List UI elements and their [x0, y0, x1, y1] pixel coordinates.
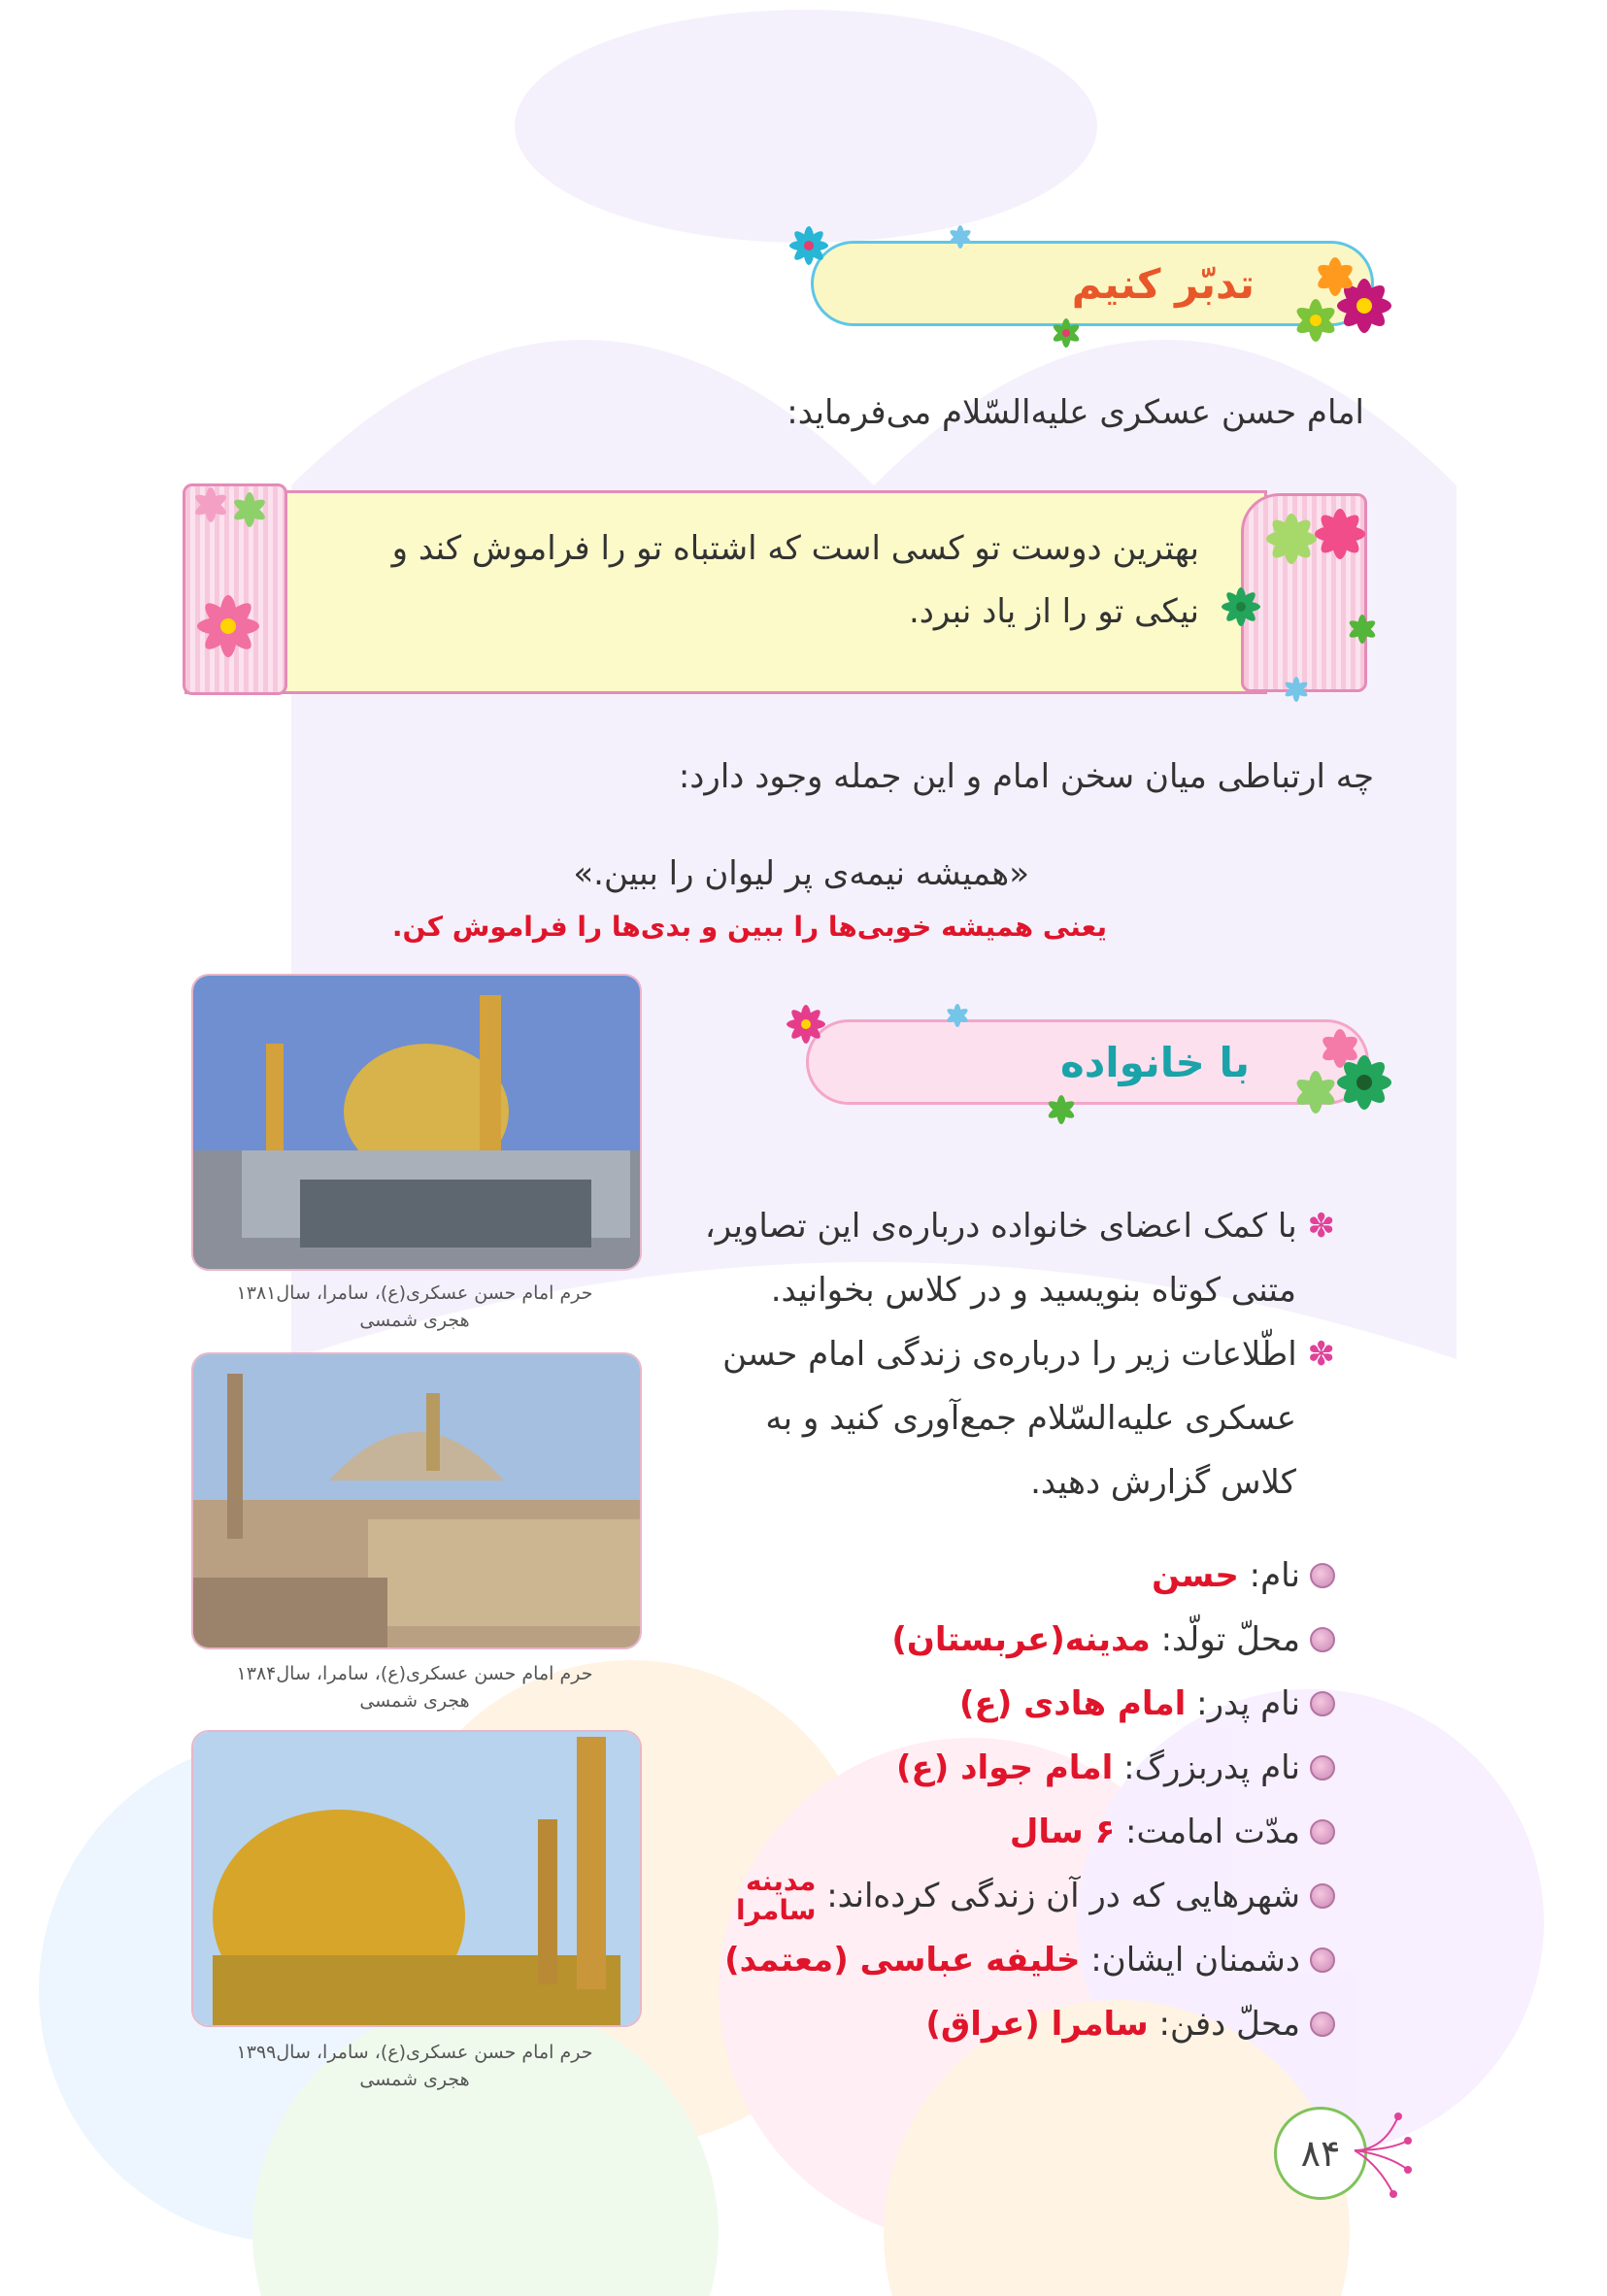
flower-icon	[1044, 1092, 1079, 1127]
flower-icon	[947, 223, 974, 250]
photo-caption-1: حرم امام حسن عسکری(ع)، سامرا، سال۱۳۸۱ هجری شمسی	[236, 1282, 593, 1331]
flower-icon	[1049, 316, 1084, 350]
bullet-dot-icon	[1310, 1691, 1335, 1716]
bullet-dot-icon	[1310, 1755, 1335, 1780]
bullet-dot-icon	[1310, 1563, 1335, 1588]
bullet-dot-icon	[1310, 1819, 1335, 1845]
shrine-photo-3	[191, 1730, 642, 2027]
facts-list	[724, 1544, 1335, 2056]
fact-row: مدّت امامت: ۶ سال	[724, 1800, 1335, 1864]
photo-caption-2: حرم امام حسن عسکری(ع)، سامرا، سال۱۳۸۴ هجری شمسی	[236, 1663, 593, 1712]
question-text: چه ارتباطی میان سخن امام و این جمله وجود دارد:	[678, 757, 1374, 796]
bullet-dot-icon	[1310, 1947, 1335, 1973]
flower-icon	[189, 587, 267, 665]
flower-icon	[1345, 612, 1380, 647]
flower-icon	[1272, 1019, 1408, 1136]
bullet-dot-icon	[1310, 2012, 1335, 2037]
quote-line-1: بهترین دوست تو کسی است که اشتباه تو را فراموش کند و	[391, 529, 1199, 568]
flower-icon	[1272, 248, 1408, 364]
quote-line-2: نیکی تو را از یاد نبرد.	[908, 592, 1199, 631]
instruction-item-2: ✽ اطّلاعات زیر را درباره‌ی زندگی امام حسن عسکری علیه‌السّلام جمع‌آوری کنید و به کلاس گزارش دهید.	[722, 1335, 1335, 1502]
flower-icon	[1217, 582, 1265, 631]
page-number: ۸۴	[1274, 2107, 1367, 2200]
fact-row: محلّ تولّد: مدینه(عربستان)	[724, 1608, 1335, 1672]
flower-icon	[1248, 490, 1374, 578]
flower-icon	[944, 1002, 971, 1029]
flower-icon	[782, 1000, 830, 1048]
fact-row: محلّ دفن: سامرا (عراق)	[724, 1992, 1335, 2056]
fact-row: نام پدر: امام هادی (ع)	[724, 1672, 1335, 1736]
bullet-dot-icon	[1310, 1627, 1335, 1652]
fact-row: دشمنان ایشان: خلیفه عباسی (معتمد)	[724, 1928, 1335, 1992]
bullet-dot-icon	[1310, 1883, 1335, 1909]
section-title: تدبّر کنیم	[1071, 259, 1255, 308]
shrine-photo-2	[191, 1352, 642, 1649]
intro-text: امام حسن عسکری علیه‌السّلام می‌فرماید:	[787, 393, 1364, 432]
section-title: با خانواده	[1059, 1038, 1250, 1086]
saying-text: «همیشه نیمه‌ی پر لیوان را ببین.»	[573, 854, 1029, 893]
photo-caption-3: حرم امام حسن عسکری(ع)، سامرا، سال۱۳۹۹ هجری شمسی	[236, 2042, 593, 2090]
asterisk-flower-icon: ✽	[1307, 1207, 1335, 1246]
flower-icon	[785, 221, 833, 270]
fact-row: نام پدربزرگ: امام جواد (ع)	[724, 1736, 1335, 1800]
flower-icon	[1282, 675, 1311, 704]
shrine-photo-1	[191, 974, 642, 1271]
asterisk-flower-icon: ✽	[1307, 1335, 1335, 1374]
instruction-item-1: ✽ با کمک اعضای خانواده درباره‌ی این تصاویر، متنی کوتاه بنویسید و در کلاس بخوانید.	[704, 1207, 1335, 1310]
dandelion-icon	[1350, 2097, 1418, 2204]
fact-row: شهرهایی که در آن زندگی کرده‌اند: مدینه سامرا	[724, 1864, 1335, 1928]
fact-row: نام: حسن	[724, 1544, 1335, 1608]
flower-icon	[186, 481, 274, 539]
answer-text: یعنی همیشه خوبی‌ها را ببین و بدی‌ها را فراموش کن.	[391, 911, 1107, 943]
